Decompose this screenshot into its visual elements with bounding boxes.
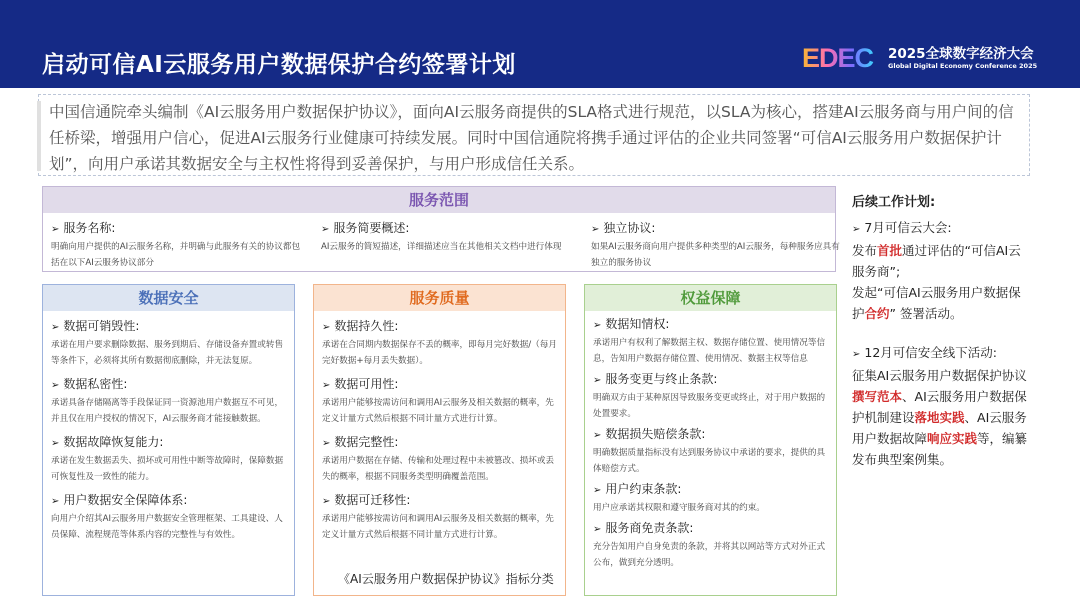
arrow-bullet-icon: ➢ [321,224,330,235]
service-quality-panel [313,284,566,596]
arrow-bullet-icon: ➢ [593,430,602,441]
page-title: 启动可信AI云服务用户数据保护合约签署计划 [42,52,516,78]
arrow-bullet-icon: ➢ [51,322,60,333]
arrow-bullet-icon: ➢ [322,438,331,449]
arrow-bullet-icon: ➢ [51,496,60,507]
svg-text:EDEC: EDEC [802,43,874,73]
conference-logo [800,40,880,74]
arrow-bullet-icon: ➢ [322,322,331,333]
arrow-bullet-icon: ➢ [593,485,602,496]
plan-july-text: 发布首批通过评估的“可信AI云服务商”; [852,243,1021,279]
follow-up-plan [852,192,1032,470]
arrow-bullet-icon: ➢ [322,380,331,391]
data-security-title: 数据安全 [43,285,294,311]
intro-paragraph: 中国信通院牵头编制《AI云服务用户数据保护协议》，面向AI云服务商提供的SLA格式进行规范，以SLA为核心，搭建AI云服务商与用户间的信任桥梁，增强用户信心，促进AI云服务行业健康可持续发展。同时中国信通院将携手通过评估的企业共同签署“可信AI云服务用户数据保护计划”，向用户承诺其数据安全与主权性将得到妥善保护，与用户形成信任关系。 [38,94,1030,176]
list-item: ➢ 服务变更与终止条款: 明确双方由于某种原因导致服务变更或终止，对于用户数据的处置要求。 [593,372,826,419]
plan-dec-text: 征集AI云服务用户数据保护协议撰写范本、AI云服务用户数据保护机制建设落地实践、AI云服务用户数据故障响应实践等，编纂发布典型案例集。 [852,368,1028,467]
arrow-bullet-icon: ➢ [591,224,600,235]
arrow-bullet-icon: ➢ [51,438,60,449]
list-item: ➢ 数据可迁移性: 承诺用户能够按需访问和调用AI云服务及相关数据的概率，先定义计量方式然后根据不同计量方式进行计算。 [322,493,554,540]
arrow-bullet-icon: ➢ [322,496,331,507]
arrow-bullet-icon: ➢ [51,224,60,235]
list-item: ➢ 数据完整性: 承诺用户数据在存储、传输和处理过程中未被篡改、损坏或丢失的概率，根据不同服务类型明确覆盖范围。 [322,435,555,482]
plan-july-text-2: 发起“可信AI云服务用户数据保护合约” 签署活动。 [852,285,1021,321]
list-item: ➢ 数据知情权: 承诺用户有权利了解数据主权、数据存储位置、使用情况等信息，告知用户数据存储位置、使用情况、数据主权等信息 [593,317,826,364]
header-bar [0,0,1080,88]
conference-name-en: Global Digital Economy Conference 2025 [888,62,1038,70]
arrow-bullet-icon: ➢ [852,224,861,235]
arrow-bullet-icon: ➢ [51,380,60,391]
list-item: ➢ 数据可用性: 承诺用户能够按需访问和调用AI云服务及相关数据的概率，先定义计量方式然后根据不同计量方式进行计算。 [322,377,554,424]
scope-item: ➢ 服务名称: 明确向用户提供的AI云服务名称，并明确与此服务有关的协议都包括在以下AI云服务协议部分 [51,221,301,268]
data-security-panel [42,284,295,596]
service-scope-title: 服务范围 [43,187,835,213]
arrow-bullet-icon: ➢ [593,524,602,535]
rights-protection-panel [584,284,837,596]
list-item: ➢ 用户数据安全保障体系: 向用户介绍其AI云服务用户数据安全管理框架、工具建设、人员保障、流程规范等体系内容的完整性与有效性。 [51,493,283,540]
arrow-bullet-icon: ➢ [852,349,861,360]
conference-name-cn: 2025全球数字经济大会 [888,46,1034,62]
arrow-bullet-icon: ➢ [593,320,602,331]
scope-item: ➢ 独立协议: 如果AI云服务商向用户提供多种类型的AI云服务，每种服务应具有独立的服务协议 [591,221,840,268]
figure-caption: 《AI云服务用户数据保护协议》指标分类 [338,572,554,586]
plan-july-heading: ➢ 7月可信云大会: [852,220,952,235]
list-item: ➢ 数据可销毁性: 承诺在用户要求删除数据、服务到期后、存储设备弃置或转售等条件下，必须将其所有数据彻底删除，并无法复原。 [51,319,284,366]
plan-title: 后续工作计划: [852,195,936,210]
plan-dec-heading: ➢ 12月可信安全线下活动: [852,345,998,360]
scope-item: ➢ 服务简要概述: AI云服务的简短描述，详细描述应当在其他相关文档中进行体现 [321,221,562,252]
service-quality-title: 服务质量 [314,285,565,311]
list-item: ➢ 数据损失赔偿条款: 明确数据质量指标没有达到服务协议中承诺的要求，提供的具体赔偿方式。 [593,427,826,474]
list-item: ➢ 数据故障恢复能力: 承诺在发生数据丢失、损坏或可用性中断等故障时，保障数据可恢复性及一致性的能力。 [51,435,284,482]
list-item: ➢ 数据私密性: 承诺具备存储隔离等手段保证同一资源池用户数据互不可见，并且仅在用户授权的情况下，AI云服务商才能接触数据。 [51,377,284,424]
arrow-bullet-icon: ➢ [593,375,602,386]
rights-protection-title: 权益保障 [585,285,836,311]
service-scope-panel [42,186,840,272]
list-item: ➢ 用户约束条款: 用户应承诺其权限和遵守服务商对其的约束。 [593,482,765,513]
list-item: ➢ 服务商免责条款: 充分告知用户自身免责的条款，并将其以网站等方式对外正式公布，做到充分透明。 [593,521,826,568]
list-item: ➢ 数据持久性: 承诺在合同期内数据保存不丢的概率，即每月完好数据/（每月完好数据+每月丢失数据）。 [322,319,557,366]
